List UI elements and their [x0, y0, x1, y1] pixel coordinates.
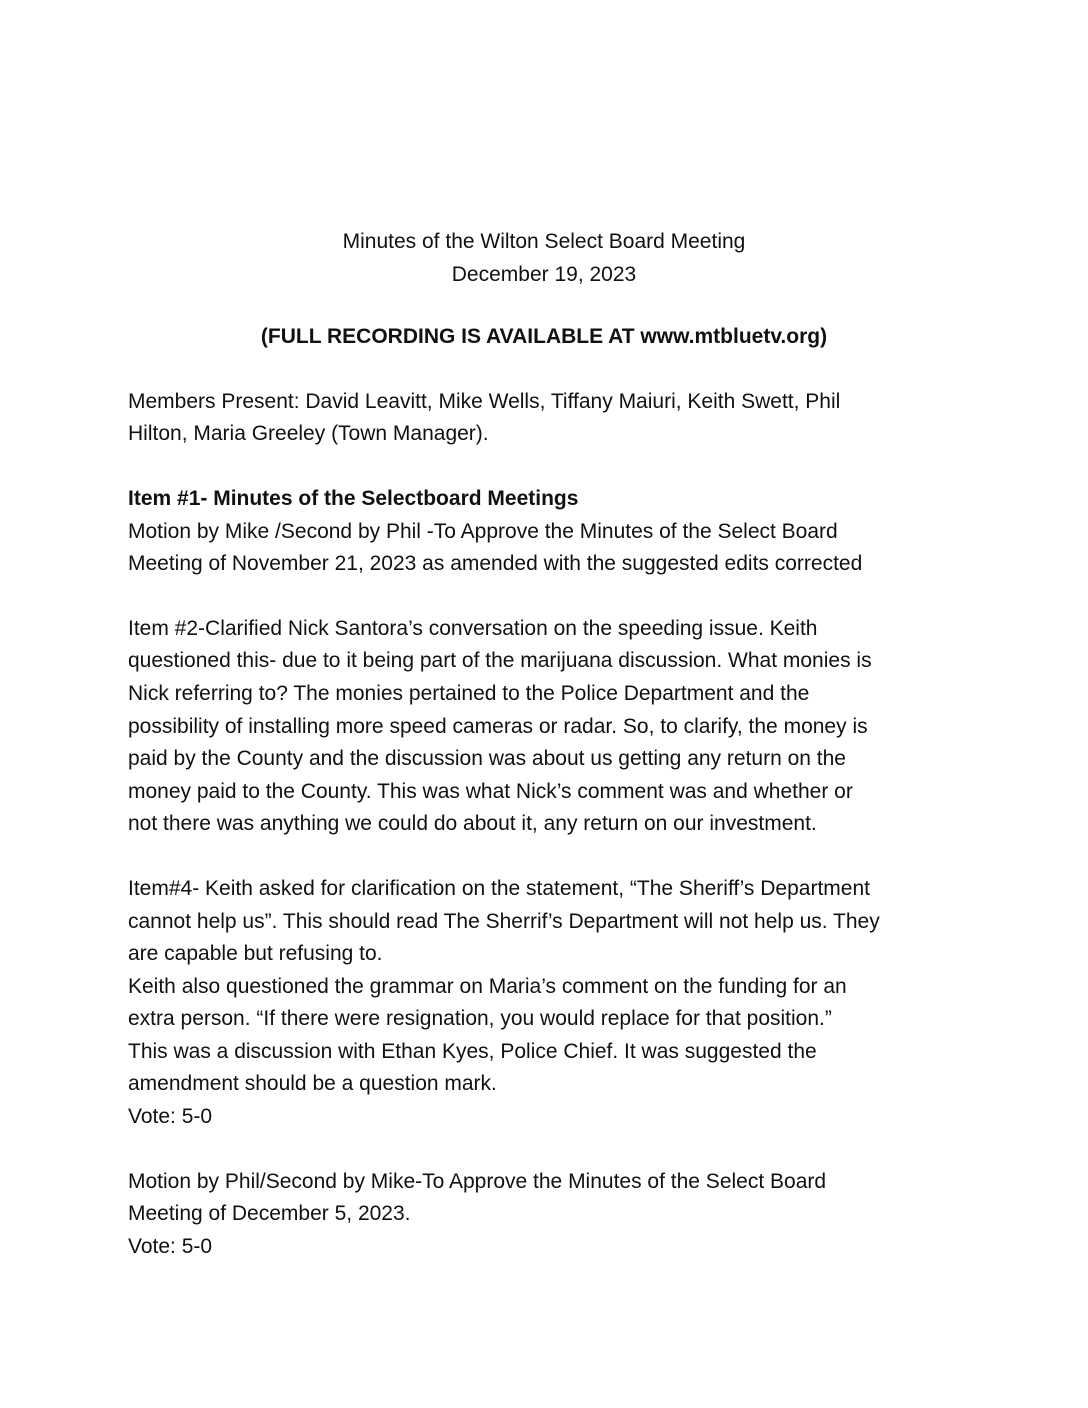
- motion-2-line: Motion by Phil/Second by Mike-To Approve the Minutes of the Select Board: [128, 1169, 827, 1193]
- item-1-line: Motion by Mike /Second by Phil -To Approve the Minutes of the Select Board: [128, 519, 838, 543]
- vote-result: Vote: 5-0: [128, 1234, 213, 1258]
- item-2-line: questioned this- due to it being part of the marijuana discussion. What monies is: [128, 649, 872, 673]
- item-4-line: Item#4- Keith asked for clarification on the statement, “The Sheriff’s Department: [128, 876, 870, 900]
- item-2-line: possibility of installing more speed cameras or radar. So, to clarify, the money is: [128, 714, 868, 738]
- document-header: [128, 226, 960, 291]
- item-4-line: amendment should be a question mark.: [128, 1072, 497, 1096]
- item-1-line: Meeting of November 21, 2023 as amended with the suggested edits corrected: [128, 552, 863, 576]
- recording-note: (FULL RECORDING IS AVAILABLE AT www.mtbluetv.org): [260, 325, 828, 349]
- item-4: [128, 873, 968, 1134]
- item-1: [128, 483, 968, 581]
- item-4-line: are capable but refusing to.: [128, 942, 383, 966]
- members-present: [128, 386, 968, 451]
- item-4-line: cannot help us”. This should read The Sherrif’s Department will not help us. They: [128, 909, 880, 933]
- members-line: Hilton, Maria Greeley (Town Manager).: [128, 422, 489, 446]
- item-2-line: money paid to the County. This was what Nick’s comment was and whether or: [128, 779, 853, 803]
- item-2-line: Nick referring to? The monies pertained to the Police Department and the: [128, 681, 810, 705]
- motion-2: [128, 1166, 968, 1264]
- item-2-line: not there was anything we could do about it, any return on our investment.: [128, 812, 817, 836]
- members-line: Members Present: David Leavitt, Mike Wells, Tiffany Maiuri, Keith Swett, Phil: [128, 389, 841, 413]
- item-2: [128, 613, 968, 841]
- item-1-heading: Item #1- Minutes of the Selectboard Meetings: [128, 486, 579, 510]
- document-title: Minutes of the Wilton Select Board Meeting: [342, 230, 746, 253]
- item-2-line: paid by the County and the discussion was about us getting any return on the: [128, 747, 846, 771]
- document-body: [128, 226, 968, 1263]
- vote-result: Vote: 5-0: [128, 1105, 213, 1129]
- motion-2-line: Meeting of December 5, 2023.: [128, 1202, 411, 1226]
- item-4-line: This was a discussion with Ethan Kyes, Police Chief. It was suggested the: [128, 1039, 817, 1063]
- item-4-line: Keith also questioned the grammar on Maria’s comment on the funding for an: [128, 974, 847, 998]
- item-2-line: Item #2-Clarified Nick Santora’s conversation on the speeding issue. Keith: [128, 616, 818, 640]
- item-4-line: extra person. “If there were resignation, you would replace for that position.”: [128, 1007, 832, 1031]
- meeting-date: December 19, 2023: [451, 262, 637, 286]
